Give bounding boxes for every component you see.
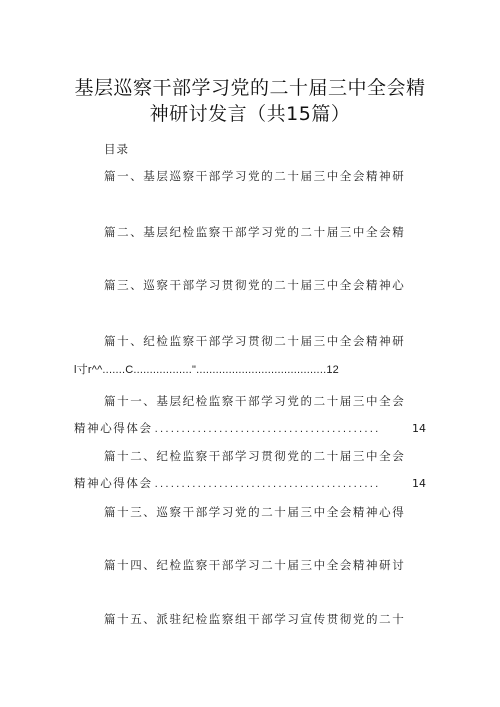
- toc-entry-12-cont-text: 精神心得体会: [74, 476, 153, 490]
- toc-heading: 目录: [104, 142, 129, 156]
- toc-entry-12-leader-dots: ..........................................: [154, 479, 381, 490]
- toc-entry-15[interactable]: 篇十五、派驻纪检监察组干部学习宣传贯彻党的二十: [104, 612, 406, 626]
- toc-entry-11-leader-dots: ..........................................: [154, 424, 381, 435]
- toc-entry-10-continuation[interactable]: l寸r^^.......C.................."........................................12: [74, 364, 339, 376]
- toc-entry-1[interactable]: 篇一、基层巡察干部学习党的二十届三中全会精神研: [104, 169, 406, 183]
- toc-entry-2[interactable]: 篇二、基层纪检监察干部学习党的二十届三中全会精: [104, 225, 406, 239]
- document-title-line-2: 神研讨发言（共15篇）: [149, 103, 351, 125]
- toc-entry-14[interactable]: 篇十四、纪检监察干部学习二十届三中全会精神研讨: [104, 558, 406, 572]
- toc-entry-13[interactable]: 篇十三、巡察干部学习党的二十届三中全会精神心得: [104, 505, 406, 519]
- toc-entry-11[interactable]: 篇十一、基层纪检监察干部学习党的二十届三中全会: [104, 394, 406, 408]
- toc-entry-12-continuation[interactable]: [74, 475, 426, 491]
- toc-entry-12-page-number: 14: [412, 477, 426, 490]
- document-title-line-1: 基层巡察干部学习党的二十届三中全会精: [74, 77, 426, 99]
- toc-entry-11-continuation[interactable]: [74, 420, 426, 436]
- toc-entry-10[interactable]: 篇十、纪检监察干部学习贯彻二十届三中全会精神研: [104, 334, 406, 348]
- toc-entry-11-page-number: 14: [412, 422, 426, 435]
- toc-entry-3[interactable]: 篇三、巡察干部学习贯彻党的二十届三中全会精神心: [104, 278, 406, 292]
- toc-entry-12[interactable]: 篇十二、纪检监察干部学习贯彻党的二十届三中全会: [104, 449, 406, 463]
- toc-entry-11-cont-text: 精神心得体会: [74, 421, 153, 435]
